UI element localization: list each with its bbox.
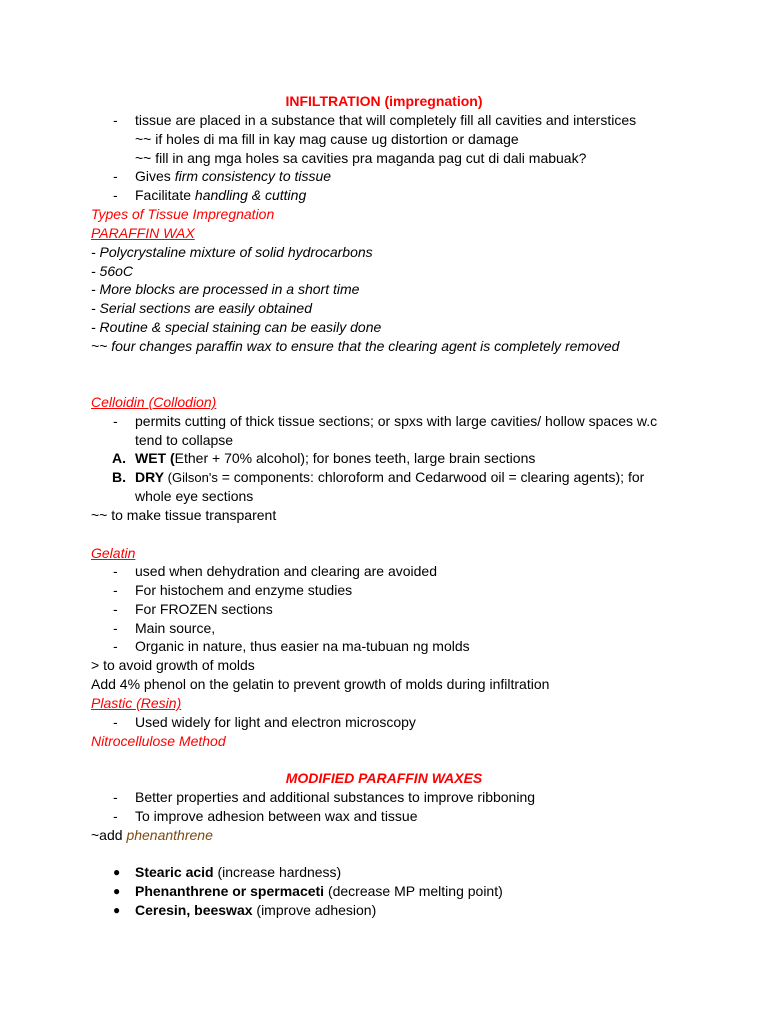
intro-note-2: ~~ fill in ang mga holes sa cavities pra maganda pag cut di dali mabuak? (135, 150, 587, 166)
gelatin-note: Add 4% phenol on the gelatin to prevent growth of molds during infiltration (91, 676, 550, 692)
paraffin-line: - Serial sections are easily obtained (91, 300, 313, 316)
celloidin-heading: Celloidin (Collodion) (91, 394, 217, 410)
page-title: INFILTRATION (impregnation) (285, 93, 483, 109)
plastic-heading: Plastic (Resin) (91, 695, 182, 711)
celloidin-note: ~~ to make tissue transparent (91, 507, 277, 523)
paraffin-line: - More blocks are processed in a short time (91, 281, 360, 297)
types-heading: Types of Tissue Impregnation (91, 206, 275, 222)
gelatin-heading: Gelatin (91, 545, 136, 561)
bullet-icon: ● (113, 865, 121, 879)
modified-heading: MODIFIED PARAFFIN WAXES (285, 770, 483, 786)
celloidin-item-cont: tend to collapse (135, 432, 234, 448)
modified-add-note: ~add phenanthrene (91, 827, 213, 843)
gelatin-note: > to avoid growth of molds (91, 657, 255, 673)
intro-note-1: ~~ if holes di ma fill in kay mag cause ug distortion or damage (135, 131, 519, 147)
paraffin-line: - Polycrystaline mixture of solid hydrocarbons (91, 244, 373, 260)
paraffin-line: - 56oC (91, 263, 134, 279)
bullet-icon: ● (113, 884, 121, 898)
paraffin-heading: PARAFFIN WAX (91, 225, 195, 241)
celloidin-dry-cont: whole eye sections (135, 488, 254, 504)
paraffin-note: ~~ four changes paraffin wax to ensure that the clearing agent is completely removed (91, 338, 620, 354)
bullet-icon: ● (113, 903, 121, 917)
document-page: INFILTRATION (impregnation) - tissue are placed in a substance that will completely fill all cavities and interstices ~~ if holes di ma fill in kay mag cause ug distortion or damage ~~ fill in ang mga holes sa cavities pra maganda pag cut di dali mabuak? - Gives firm consistency to tissue - Facilitate handling & cutting Types of Tissue Impregnation PARAFFIN WAX - Polycrystaline mixture of solid hydrocarbons - 56oC - More blocks are processed in a short time - Serial sections are easily obtained - Routine & special staining can be easily done ~~ four changes paraffin wax to ensure that the clearing agent is completely removed Celloidin (Collodion) - permits cutting of thick tissue sections; or spxs with large cavities/ hollow spaces w.c tend to collapse A. WET (Ether + 70% alcohol); for bones teeth, large brain sections B. DRY (Gilson's = components: chloroform and Cedarwood oil = clearing agents); for whole eye sections ~~ to make tissue transparent Gelatin - used when dehydration and clearing are avoided - For histochem and enzyme studies - For FROZEN sections - Main source, - Organic in nature, thus easier na ma-tubuan ng molds > to avoid growth of molds Add 4% phenol on the gelatin to prevent growth of molds during infiltration Plastic (Resin) - Used widely for light and electron microscopy Nitrocellulose Method MODIFIED PARAFFIN WAXES - Better properties and additional substances to improve ribboning - To improve adhesion between wax and tissue ~add phenanthrene ● Stearic acid (increase hardness) ● Phenanthrene or spermaceti (decrease MP melting point) ● Ceresin, beeswax (improve adhesion) (0, 0, 768, 1024)
paraffin-line: - Routine & special staining can be easily done (91, 319, 382, 335)
nitrocellulose-heading: Nitrocellulose Method (91, 733, 226, 749)
